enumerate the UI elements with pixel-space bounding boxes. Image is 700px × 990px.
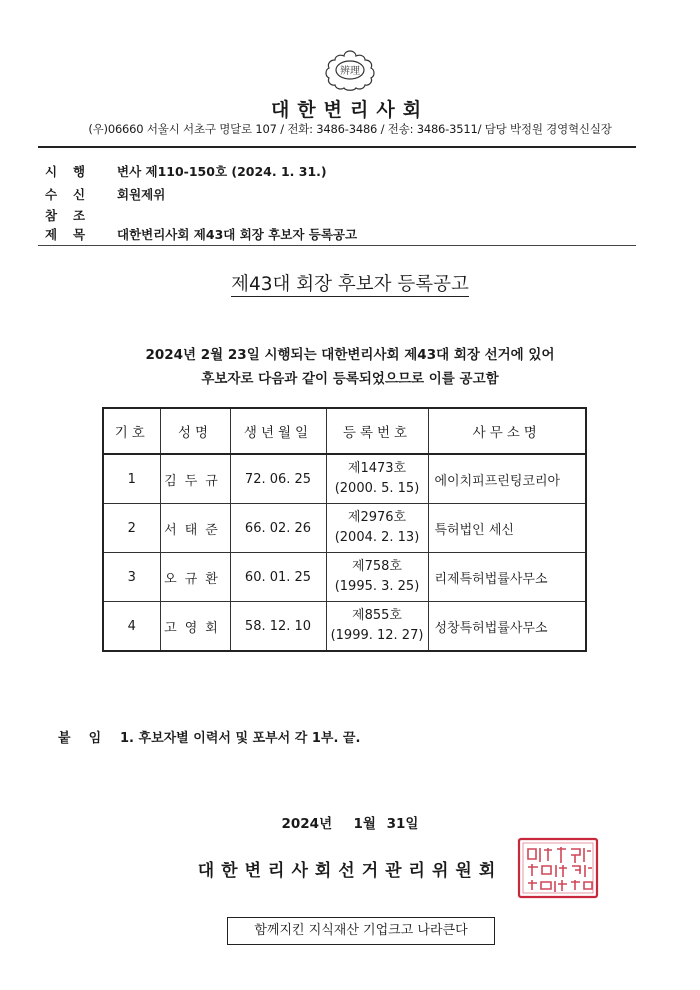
cell-no: 4: [103, 602, 160, 652]
meta-label-4b: 목: [73, 227, 86, 242]
header-birth: 생년월일: [230, 408, 326, 454]
cell-reg-no: 제758호: [352, 559, 402, 574]
meta-label-2a: 수: [45, 187, 58, 202]
meta-rule: [38, 245, 636, 246]
cell-reg-date: (2004. 2. 13): [334, 530, 420, 545]
org-emblem-logo: [323, 48, 377, 92]
cell-reg-no: 제2976호: [347, 510, 407, 525]
attachment-line: [58, 727, 360, 746]
document-title: [0, 270, 700, 296]
slogan-box: 함께지킨 지식재산 기업크고 나라큰다: [227, 917, 495, 945]
meta-label-3b: 조: [73, 208, 86, 223]
attachment-label: 붙 임: [58, 731, 102, 746]
cell-reg-date: (1995. 3. 25): [334, 579, 420, 594]
logo-text: 辨理: [340, 66, 360, 77]
cell-no: 1: [103, 454, 160, 504]
official-seal-stamp: [517, 837, 599, 899]
cell-office: 성창특허법률사무소: [428, 602, 586, 652]
meta-row-issue: [45, 162, 327, 180]
cell-name: 김두규: [160, 454, 230, 504]
header-rule: [38, 146, 636, 148]
cell-office: 리제특허법률사무소: [428, 553, 586, 602]
cell-no: 2: [103, 504, 160, 553]
body-line-1: 2024년 2월 23일 시행되는 대한변리사회 제43대 회장 선거에 있어: [145, 347, 555, 363]
table-row: [103, 504, 586, 553]
meta-value-subject: 대한변리사회 제43대 회장 후보자 등록공고: [117, 227, 358, 242]
issuer-name: 대한변리사회선거관리위원회: [197, 861, 503, 881]
meta-value-issue: 변사 제110-150호 (2024. 1. 31.): [117, 164, 327, 179]
meta-label-4a: 제: [45, 227, 58, 242]
org-address: (우)06660 서울시 서초구 명달로 107 / 전화: 3486-3486 / 전송: 3486-3511/ 담당 박정원 경영혁신실장: [88, 122, 612, 136]
cell-reg: [326, 504, 428, 553]
candidates-table: [102, 407, 587, 652]
cell-name: 서태준: [160, 504, 230, 553]
cell-reg: [326, 602, 428, 652]
meta-row-reference: [45, 206, 117, 224]
cell-reg-no: 제1473호: [347, 461, 407, 476]
cell-birth: 66. 02. 26: [230, 504, 326, 553]
cell-reg: [326, 553, 428, 602]
table-row: [103, 602, 586, 652]
meta-row-subject: [45, 225, 357, 243]
meta-label-2b: 신: [73, 187, 86, 202]
header-reg: 등록번호: [326, 408, 428, 454]
issue-date: 2024년 1월 31일: [281, 816, 419, 832]
cell-reg-no: 제855호: [352, 608, 402, 623]
header-name: 성명: [160, 408, 230, 454]
cell-no: 3: [103, 553, 160, 602]
cell-name: 오규환: [160, 553, 230, 602]
cell-reg-date: (1999. 12. 27): [330, 628, 424, 643]
header-no: 기호: [103, 408, 160, 454]
cell-birth: 58. 12. 10: [230, 602, 326, 652]
meta-row-recipient: [45, 185, 165, 203]
document-title-text: 제43대 회장 후보자 등록공고: [231, 274, 469, 295]
table-header-row: [103, 408, 586, 454]
meta-label-1a: 시: [45, 164, 58, 179]
cell-birth: 72. 06. 25: [230, 454, 326, 504]
cell-birth: 60. 01. 25: [230, 553, 326, 602]
org-name: 대한변리사회: [270, 99, 430, 121]
cell-reg-date: (2000. 5. 15): [334, 481, 420, 496]
table-row: [103, 553, 586, 602]
table-row: [103, 454, 586, 504]
body-line-2: 후보자로 다음과 같이 등록되었으므로 이를 공고함: [201, 371, 499, 387]
meta-label-3a: 참: [45, 208, 58, 223]
meta-label-1b: 행: [73, 164, 86, 179]
cell-office: 에이치피프린팅코리아: [428, 454, 586, 504]
header-office: 사무소명: [428, 408, 586, 454]
attachment-text: 1. 후보자별 이력서 및 포부서 각 1부. 끝.: [120, 731, 361, 746]
cell-office: 특허법인 세신: [428, 504, 586, 553]
meta-value-recipient: 회원제위: [117, 187, 166, 202]
cell-reg: [326, 454, 428, 504]
cell-name: 고영회: [160, 602, 230, 652]
